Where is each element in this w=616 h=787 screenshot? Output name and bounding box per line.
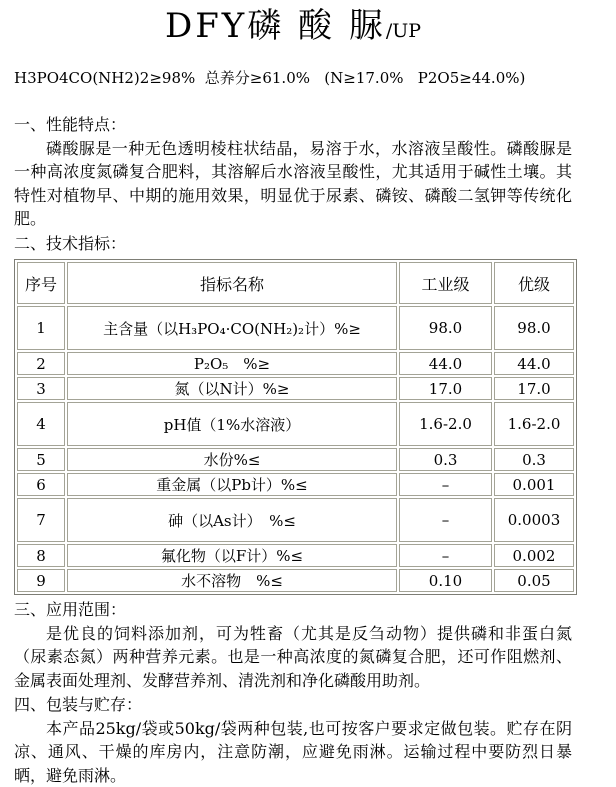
cell-indicator-name: pH值（1%水溶液） bbox=[67, 402, 397, 446]
page-title bbox=[14, 4, 572, 53]
cell-industrial-grade-value: 44.0 bbox=[399, 352, 492, 375]
cell-indicator-name: 重金属（以Pb计）%≤ bbox=[67, 473, 397, 496]
cell-indicator-name: P₂O₅ %≥ bbox=[67, 352, 397, 375]
cell-premium-grade-value: 1.6-2.0 bbox=[494, 402, 574, 446]
cell-serial-number: 3 bbox=[17, 377, 65, 400]
cell-indicator-name: 砷（以As计） %≤ bbox=[67, 498, 397, 542]
table-body bbox=[17, 306, 574, 592]
cell-serial-number: 2 bbox=[17, 352, 65, 375]
cell-serial-number: 1 bbox=[17, 306, 65, 350]
cell-industrial-grade-value: 98.0 bbox=[399, 306, 492, 350]
table-header-row bbox=[17, 262, 574, 304]
cell-premium-grade-value: 17.0 bbox=[494, 377, 574, 400]
page-title-text: DFY磷 酸 脲 bbox=[165, 6, 386, 46]
cell-premium-grade-value: 0.0003 bbox=[494, 498, 574, 542]
cell-serial-number: 9 bbox=[17, 569, 65, 592]
cell-serial-number: 7 bbox=[17, 498, 65, 542]
cell-industrial-grade-value: – bbox=[399, 544, 492, 567]
cell-serial-number: 4 bbox=[17, 402, 65, 446]
table-row bbox=[17, 498, 574, 542]
section-body-applications: 是优良的饲料添加剂，可为牲畜（尤其是反刍动物）提供磷和非蛋白氮（尿素态氮）两种营养元素。也是一种高浓度的氮磷复合肥，还可作阻燃剂、金属表面处理剂、发酵营养剂、清洗剂和净化磷酸用助剂。 bbox=[14, 622, 572, 693]
table-row bbox=[17, 569, 574, 592]
table-row bbox=[17, 402, 574, 446]
cell-premium-grade-value: 0.002 bbox=[494, 544, 574, 567]
cell-indicator-name: 主含量（以H₃PO₄·CO(NH₂)₂计）%≥ bbox=[67, 306, 397, 350]
cell-premium-grade-value: 0.3 bbox=[494, 448, 574, 471]
cell-serial-number: 8 bbox=[17, 544, 65, 567]
table-row bbox=[17, 448, 574, 471]
table-row bbox=[17, 352, 574, 375]
cell-premium-grade-value: 44.0 bbox=[494, 352, 574, 375]
table-row bbox=[17, 473, 574, 496]
cell-industrial-grade-value: 1.6-2.0 bbox=[399, 402, 492, 446]
table-row bbox=[17, 377, 574, 400]
chemical-spec-line: H3PO4CO(NH2)2≥98% 总养分≥61.0% (N≥17.0% P2O5≥44.0%) bbox=[14, 69, 572, 88]
section-body-packaging-storage: 本产品25kg/袋或50kg/袋两种包装,也可按客户要求定做包装。贮存在阴凉、通风、干燥的库房内，注意防潮，应避免雨淋。运输过程中要防烈日暴晒，避免雨淋。 bbox=[14, 717, 572, 787]
cell-indicator-name: 氟化物（以F计）%≤ bbox=[67, 544, 397, 567]
section-heading-packaging-storage: 四、包装与贮存： bbox=[14, 693, 572, 717]
page-title-suffix: /UP bbox=[386, 20, 421, 42]
col-header-indicator-name: 指标名称 bbox=[67, 262, 397, 304]
cell-industrial-grade-value: 17.0 bbox=[399, 377, 492, 400]
table-header bbox=[17, 262, 574, 304]
col-header-industrial-grade: 工业级 bbox=[399, 262, 492, 304]
cell-indicator-name: 水不溶物 %≤ bbox=[67, 569, 397, 592]
section-heading-applications: 三、应用范围： bbox=[14, 598, 572, 622]
technical-specs-table bbox=[14, 259, 577, 595]
section-body-performance: 磷酸脲是一种无色透明棱柱状结晶，易溶于水，水溶液呈酸性。磷酸脲是一种高浓度氮磷复合肥料，其溶解后水溶液呈酸性，尤其适用于碱性土壤。其特性对植物早、中期的施用效果，明显优于尿素、磷铵、磷酸二氢钾等传统化肥。 bbox=[14, 137, 572, 231]
cell-indicator-name: 水份%≤ bbox=[67, 448, 397, 471]
cell-serial-number: 6 bbox=[17, 473, 65, 496]
col-header-premium-grade: 优级 bbox=[494, 262, 574, 304]
col-header-serial: 序号 bbox=[17, 262, 65, 304]
cell-serial-number: 5 bbox=[17, 448, 65, 471]
cell-industrial-grade-value: – bbox=[399, 498, 492, 542]
section-heading-technical-specs: 二、技术指标： bbox=[14, 232, 572, 256]
table-row bbox=[17, 544, 574, 567]
section-heading-performance: 一、性能特点： bbox=[14, 113, 572, 137]
cell-industrial-grade-value: 0.3 bbox=[399, 448, 492, 471]
cell-premium-grade-value: 0.001 bbox=[494, 473, 574, 496]
cell-industrial-grade-value: 0.10 bbox=[399, 569, 492, 592]
cell-indicator-name: 氮（以N计）%≥ bbox=[67, 377, 397, 400]
cell-premium-grade-value: 0.05 bbox=[494, 569, 574, 592]
cell-premium-grade-value: 98.0 bbox=[494, 306, 574, 350]
cell-industrial-grade-value: – bbox=[399, 473, 492, 496]
table-row bbox=[17, 306, 574, 350]
